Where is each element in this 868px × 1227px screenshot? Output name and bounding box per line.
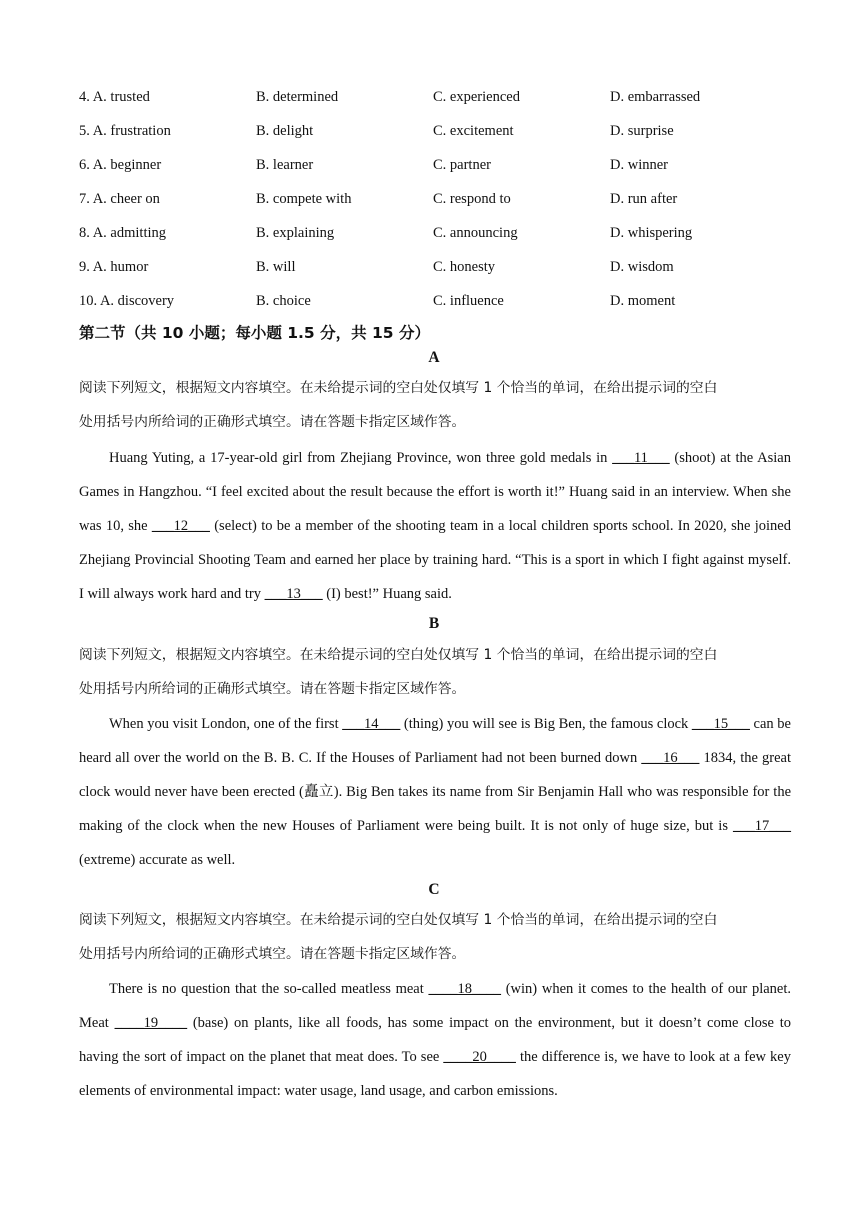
options-table <box>79 86 799 324</box>
option-d: D. whispering <box>610 225 693 241</box>
passage-text: (shoot) at the Asian Games in Hangzhou. “I feel excited about the result because the effort is worth it!” Huang said in an interview. When she was 10, she <box>79 450 791 534</box>
passage-text: (base) on plants, like all foods, has some impact on the environment, but it doesn’t come close to having the sort of impact on the planet that meat does. To see <box>79 1015 792 1065</box>
option-a: 7. A. cheer on <box>79 191 160 207</box>
option-a: 10. A. discovery <box>79 293 175 309</box>
passage-c-text <box>79 972 791 1108</box>
blank-11[interactable]: ___11___ <box>612 450 670 466</box>
option-d: D. surprise <box>610 123 674 139</box>
option-c: C. respond to <box>433 191 511 207</box>
option-b: B. choice <box>256 293 311 309</box>
instruction-line-2: 处用括号内所给词的正确形式填空。请在答题卡指定区域作答。 <box>79 946 466 962</box>
blank-19[interactable]: ____19____ <box>114 1015 188 1031</box>
blank-18[interactable]: ____18____ <box>428 981 501 997</box>
passage-a-label: A <box>428 349 440 366</box>
passage-text: (I) best!” Huang said. <box>322 586 452 602</box>
option-row <box>79 256 799 290</box>
passage-b-label: B <box>428 615 440 632</box>
blank-12[interactable]: ___12___ <box>151 518 210 534</box>
passage-text: Huang Yuting, a 17-year-old girl from Zhejiang Province, won three gold medals in <box>109 450 613 466</box>
option-row <box>79 188 799 222</box>
passage-a-text <box>79 441 791 611</box>
option-c: C. influence <box>433 293 504 309</box>
option-c: C. partner <box>433 157 491 173</box>
blank-14[interactable]: ___14___ <box>342 716 401 732</box>
option-a: 8. A. admitting <box>79 225 166 241</box>
option-c: C. experienced <box>433 89 520 105</box>
blank-16[interactable]: ___16___ <box>641 750 700 766</box>
instruction-line-2: 处用括号内所给词的正确形式填空。请在答题卡指定区域作答。 <box>79 681 466 697</box>
option-row <box>79 290 799 324</box>
option-b: B. learner <box>256 157 314 173</box>
passage-text: There is no question that the so-called meatless meat <box>109 981 429 997</box>
option-d: D. embarrassed <box>610 89 701 105</box>
option-b: B. will <box>256 259 296 275</box>
option-a: 6. A. beginner <box>79 157 162 173</box>
option-c: C. excitement <box>433 123 514 139</box>
option-a: 5. A. frustration <box>79 123 171 139</box>
option-c: C. announcing <box>433 225 518 241</box>
passage-text: (win) when it comes to the health of our planet. Meat <box>79 981 791 1031</box>
passage-text: can be heard all over the world on the B. B. C. If the Houses of Parliament had not been burned down <box>79 716 791 766</box>
option-b: B. delight <box>256 123 314 139</box>
passage-b-instruction <box>79 638 794 706</box>
option-row <box>79 222 799 256</box>
option-row <box>79 154 799 188</box>
passage-text: (thing) you will see is Big Ben, the famous clock <box>400 716 692 732</box>
blank-13[interactable]: ___13___ <box>264 586 323 602</box>
instruction-line-1: 阅读下列短文，根据短文内容填空。在未给提示词的空白处仅填写 1 个恰当的单词，在给出提示词的空白 <box>79 647 718 663</box>
passage-text: When you visit London, one of the first <box>109 716 343 732</box>
option-c: C. honesty <box>433 259 496 275</box>
option-d: D. wisdom <box>610 259 674 275</box>
option-d: D. winner <box>610 157 668 173</box>
option-d: D. run after <box>610 191 678 207</box>
blank-17[interactable]: ___17___ <box>733 818 791 834</box>
option-a: 4. A. trusted <box>79 89 150 105</box>
passage-text: (select) to be a member of the shooting team in a local children sports school. In 2020, she joined Zhejiang Provincial Shooting Team and earned her place by training hard. “This is a sport in which I fight against myself. I will always work hard and try <box>79 518 791 602</box>
option-d: D. moment <box>610 293 676 309</box>
passage-text: (extreme) accurate as well. <box>79 852 236 868</box>
option-b: B. compete with <box>256 191 352 207</box>
option-row <box>79 86 799 120</box>
passage-a-instruction <box>79 371 794 439</box>
passage-b-text <box>79 707 791 877</box>
passage-text: the difference is, we have to look at a few key elements of environmental impact: water usage, land usage, and carbon emissions. <box>79 1049 791 1099</box>
passage-c-label: C <box>428 881 440 898</box>
option-b: B. determined <box>256 89 339 105</box>
passage-text: 1834, the great clock would never have been erected (矗立). Big Ben takes its name from Sir Benjamin Hall who was responsible for the making of the clock when the new Houses of Parliament were being built. It is not only of huge size, but is <box>79 750 791 834</box>
option-b: B. explaining <box>256 225 335 241</box>
instruction-line-1: 阅读下列短文，根据短文内容填空。在未给提示词的空白处仅填写 1 个恰当的单词，在给出提示词的空白 <box>79 912 718 928</box>
blank-20[interactable]: ____20____ <box>443 1049 516 1065</box>
option-a: 9. A. humor <box>79 259 149 275</box>
passage-c-instruction <box>79 903 794 971</box>
instruction-line-1: 阅读下列短文，根据短文内容填空。在未给提示词的空白处仅填写 1 个恰当的单词，在给出提示词的空白 <box>79 380 718 396</box>
section-title: 第二节（共 10 小题；每小题 1.5 分，共 15 分） <box>79 324 430 342</box>
option-row <box>79 120 799 154</box>
blank-15[interactable]: ___15___ <box>691 716 750 732</box>
instruction-line-2: 处用括号内所给词的正确形式填空。请在答题卡指定区域作答。 <box>79 414 466 430</box>
